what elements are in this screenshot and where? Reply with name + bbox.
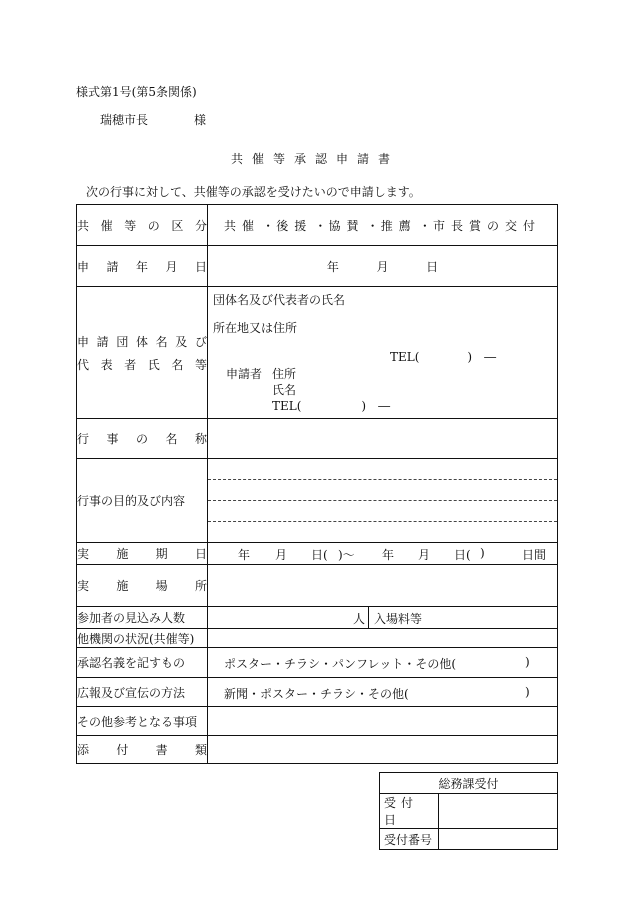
label-char: 称	[194, 432, 207, 446]
separator-dot: ・	[262, 218, 275, 233]
period-day: 日(	[311, 548, 328, 562]
label-char: 名	[155, 334, 168, 349]
document-title: 共催等承認申請書	[230, 152, 399, 166]
label-publicity: 広報及び宣伝の方法	[77, 678, 208, 707]
label-char: 催	[100, 218, 113, 233]
label-char: 付	[116, 743, 129, 757]
period-field[interactable]	[208, 543, 558, 565]
month-unit: 月	[376, 259, 389, 274]
label-char: 実	[77, 579, 90, 593]
label-other-orgs: 他機関の状況(共催等)	[77, 629, 208, 648]
label-char: 区	[171, 218, 184, 233]
label-char: 請	[106, 259, 119, 274]
reception-date-label: 受付日	[380, 794, 439, 829]
label-char: 事	[106, 432, 119, 446]
period-days: 日間	[522, 548, 547, 562]
row-reference	[77, 707, 558, 736]
period-year2: 年	[382, 548, 395, 562]
label-char: 体	[135, 334, 148, 349]
label-char: 日	[194, 547, 207, 561]
event-name-field[interactable]	[208, 419, 558, 459]
label-char: び	[194, 334, 207, 349]
attachments-field[interactable]	[208, 736, 558, 764]
label-char: 等	[194, 357, 207, 372]
label-char: 共	[77, 218, 90, 233]
label-char: 行	[77, 432, 90, 446]
intro-text: 次の行事に対して、共催等の承認を受けたいので申請します。	[86, 185, 421, 199]
separator-dot: ・	[314, 218, 327, 233]
label-venue	[77, 565, 208, 607]
period-month: 月	[275, 548, 288, 562]
label-char: 者	[124, 357, 137, 372]
reference-field[interactable]	[208, 707, 558, 736]
category-option[interactable]: 市長賞の交付	[433, 218, 542, 233]
period-day2: 日(	[454, 548, 471, 562]
approval-close: )	[525, 655, 530, 669]
applicant-label: 申請者	[226, 367, 263, 381]
applicant-name: 氏名	[272, 383, 297, 397]
honorific: 様	[194, 113, 207, 127]
publicity-options: 新聞・ポスター・チラシ・その他(	[224, 687, 409, 701]
label-char: 施	[116, 547, 129, 561]
label-char: 氏	[147, 357, 160, 372]
dotted-line	[208, 500, 557, 501]
row-application-date	[77, 246, 558, 287]
application-form-table	[76, 204, 558, 764]
label-applicant	[77, 287, 208, 419]
label-char: 月	[165, 259, 178, 274]
label-char: 請	[96, 334, 109, 349]
row-purpose	[77, 459, 558, 543]
label-char: 代	[77, 357, 90, 372]
row-publicity	[77, 678, 558, 707]
purpose-field[interactable]	[208, 459, 558, 543]
divider	[368, 607, 369, 628]
row-period	[77, 543, 558, 565]
label-char: 申	[77, 259, 90, 274]
row-approval-name	[77, 648, 558, 678]
dotted-line	[208, 521, 557, 522]
reception-number-label: 受付番号	[380, 829, 439, 850]
approval-options: ポスター・チラシ・パンフレット・その他(	[224, 657, 457, 671]
publicity-field[interactable]	[208, 678, 558, 707]
row-attachments	[77, 736, 558, 764]
label-category	[77, 205, 208, 246]
label-char: 名	[171, 357, 184, 372]
label-char: 所	[194, 579, 207, 593]
label-attachments	[77, 736, 208, 764]
label-char: 類	[194, 743, 207, 757]
label-char: 等	[124, 218, 137, 233]
reception-title: 総務課受付	[380, 773, 558, 794]
label-char: の	[135, 432, 148, 446]
addressee	[100, 111, 206, 128]
period-tilde: )〜	[338, 548, 355, 562]
separator-dot: ・	[366, 218, 379, 233]
applicant-field[interactable]	[208, 287, 558, 419]
applicant-address: 住所	[272, 367, 297, 381]
label-reference: その他参考となる事項	[77, 707, 208, 736]
separator-dot: ・	[418, 218, 431, 233]
year-unit: 年	[326, 259, 339, 274]
label-char: 年	[135, 259, 148, 274]
period-month2: 月	[418, 548, 431, 562]
label-char: 書	[155, 743, 168, 757]
row-venue	[77, 565, 558, 607]
label-approval-name: 承認名義を記すもの	[77, 648, 208, 678]
reception-number-field[interactable]	[439, 829, 558, 850]
label-period	[77, 543, 208, 565]
row-attendance	[77, 607, 558, 629]
label-attendance: 参加者の見込み人数	[77, 607, 208, 629]
publicity-close: )	[525, 685, 530, 699]
reception-date-field[interactable]	[439, 794, 558, 829]
fee-label: 入場料等	[374, 612, 423, 626]
label-char: 実	[77, 547, 90, 561]
application-date-field[interactable]	[208, 246, 558, 287]
category-options[interactable]	[208, 205, 558, 246]
row-other-orgs	[77, 629, 558, 648]
other-orgs-field[interactable]	[208, 629, 558, 648]
group-tel: TEL( ) ―	[390, 350, 497, 364]
label-char: 期	[155, 547, 168, 561]
addressee-name: 瑞穂市長	[100, 113, 149, 127]
dotted-line	[208, 479, 557, 480]
venue-field[interactable]	[208, 565, 558, 607]
attendance-unit: 人	[353, 612, 366, 626]
category-option[interactable]: 後援	[276, 218, 313, 233]
category-option[interactable]: 協賛	[328, 218, 365, 233]
label-char: 団	[116, 334, 129, 349]
label-char: 日	[194, 259, 207, 274]
label-char: 場	[155, 579, 168, 593]
category-option[interactable]: 共催	[224, 218, 261, 233]
label-char: の	[147, 218, 160, 233]
row-applicant	[77, 287, 558, 419]
label-char: 添	[77, 743, 90, 757]
attendance-field[interactable]	[208, 607, 558, 629]
category-option[interactable]: 推薦	[380, 218, 417, 233]
label-purpose: 行事の目的及び内容	[77, 459, 208, 543]
day-unit: 日	[426, 259, 439, 274]
group-name-label: 団体名及び代表者の氏名	[213, 293, 346, 307]
reception-box	[379, 772, 558, 850]
period-close2: )	[480, 546, 485, 560]
label-char: 名	[165, 432, 178, 446]
approval-name-field[interactable]	[208, 648, 558, 678]
label-event-name	[77, 419, 208, 459]
applicant-tel: TEL( ) ―	[272, 399, 391, 413]
row-category	[77, 205, 558, 246]
form-number: 様式第1号(第5条関係)	[76, 85, 197, 99]
label-application-date	[77, 246, 208, 287]
label-char: 分	[194, 218, 207, 233]
address-label: 所在地又は住所	[213, 321, 298, 335]
period-year: 年	[238, 548, 251, 562]
label-char: 表	[100, 357, 113, 372]
label-char: 申	[77, 334, 90, 349]
label-char: 及	[175, 334, 188, 349]
row-event-name	[77, 419, 558, 459]
label-char: 施	[116, 579, 129, 593]
